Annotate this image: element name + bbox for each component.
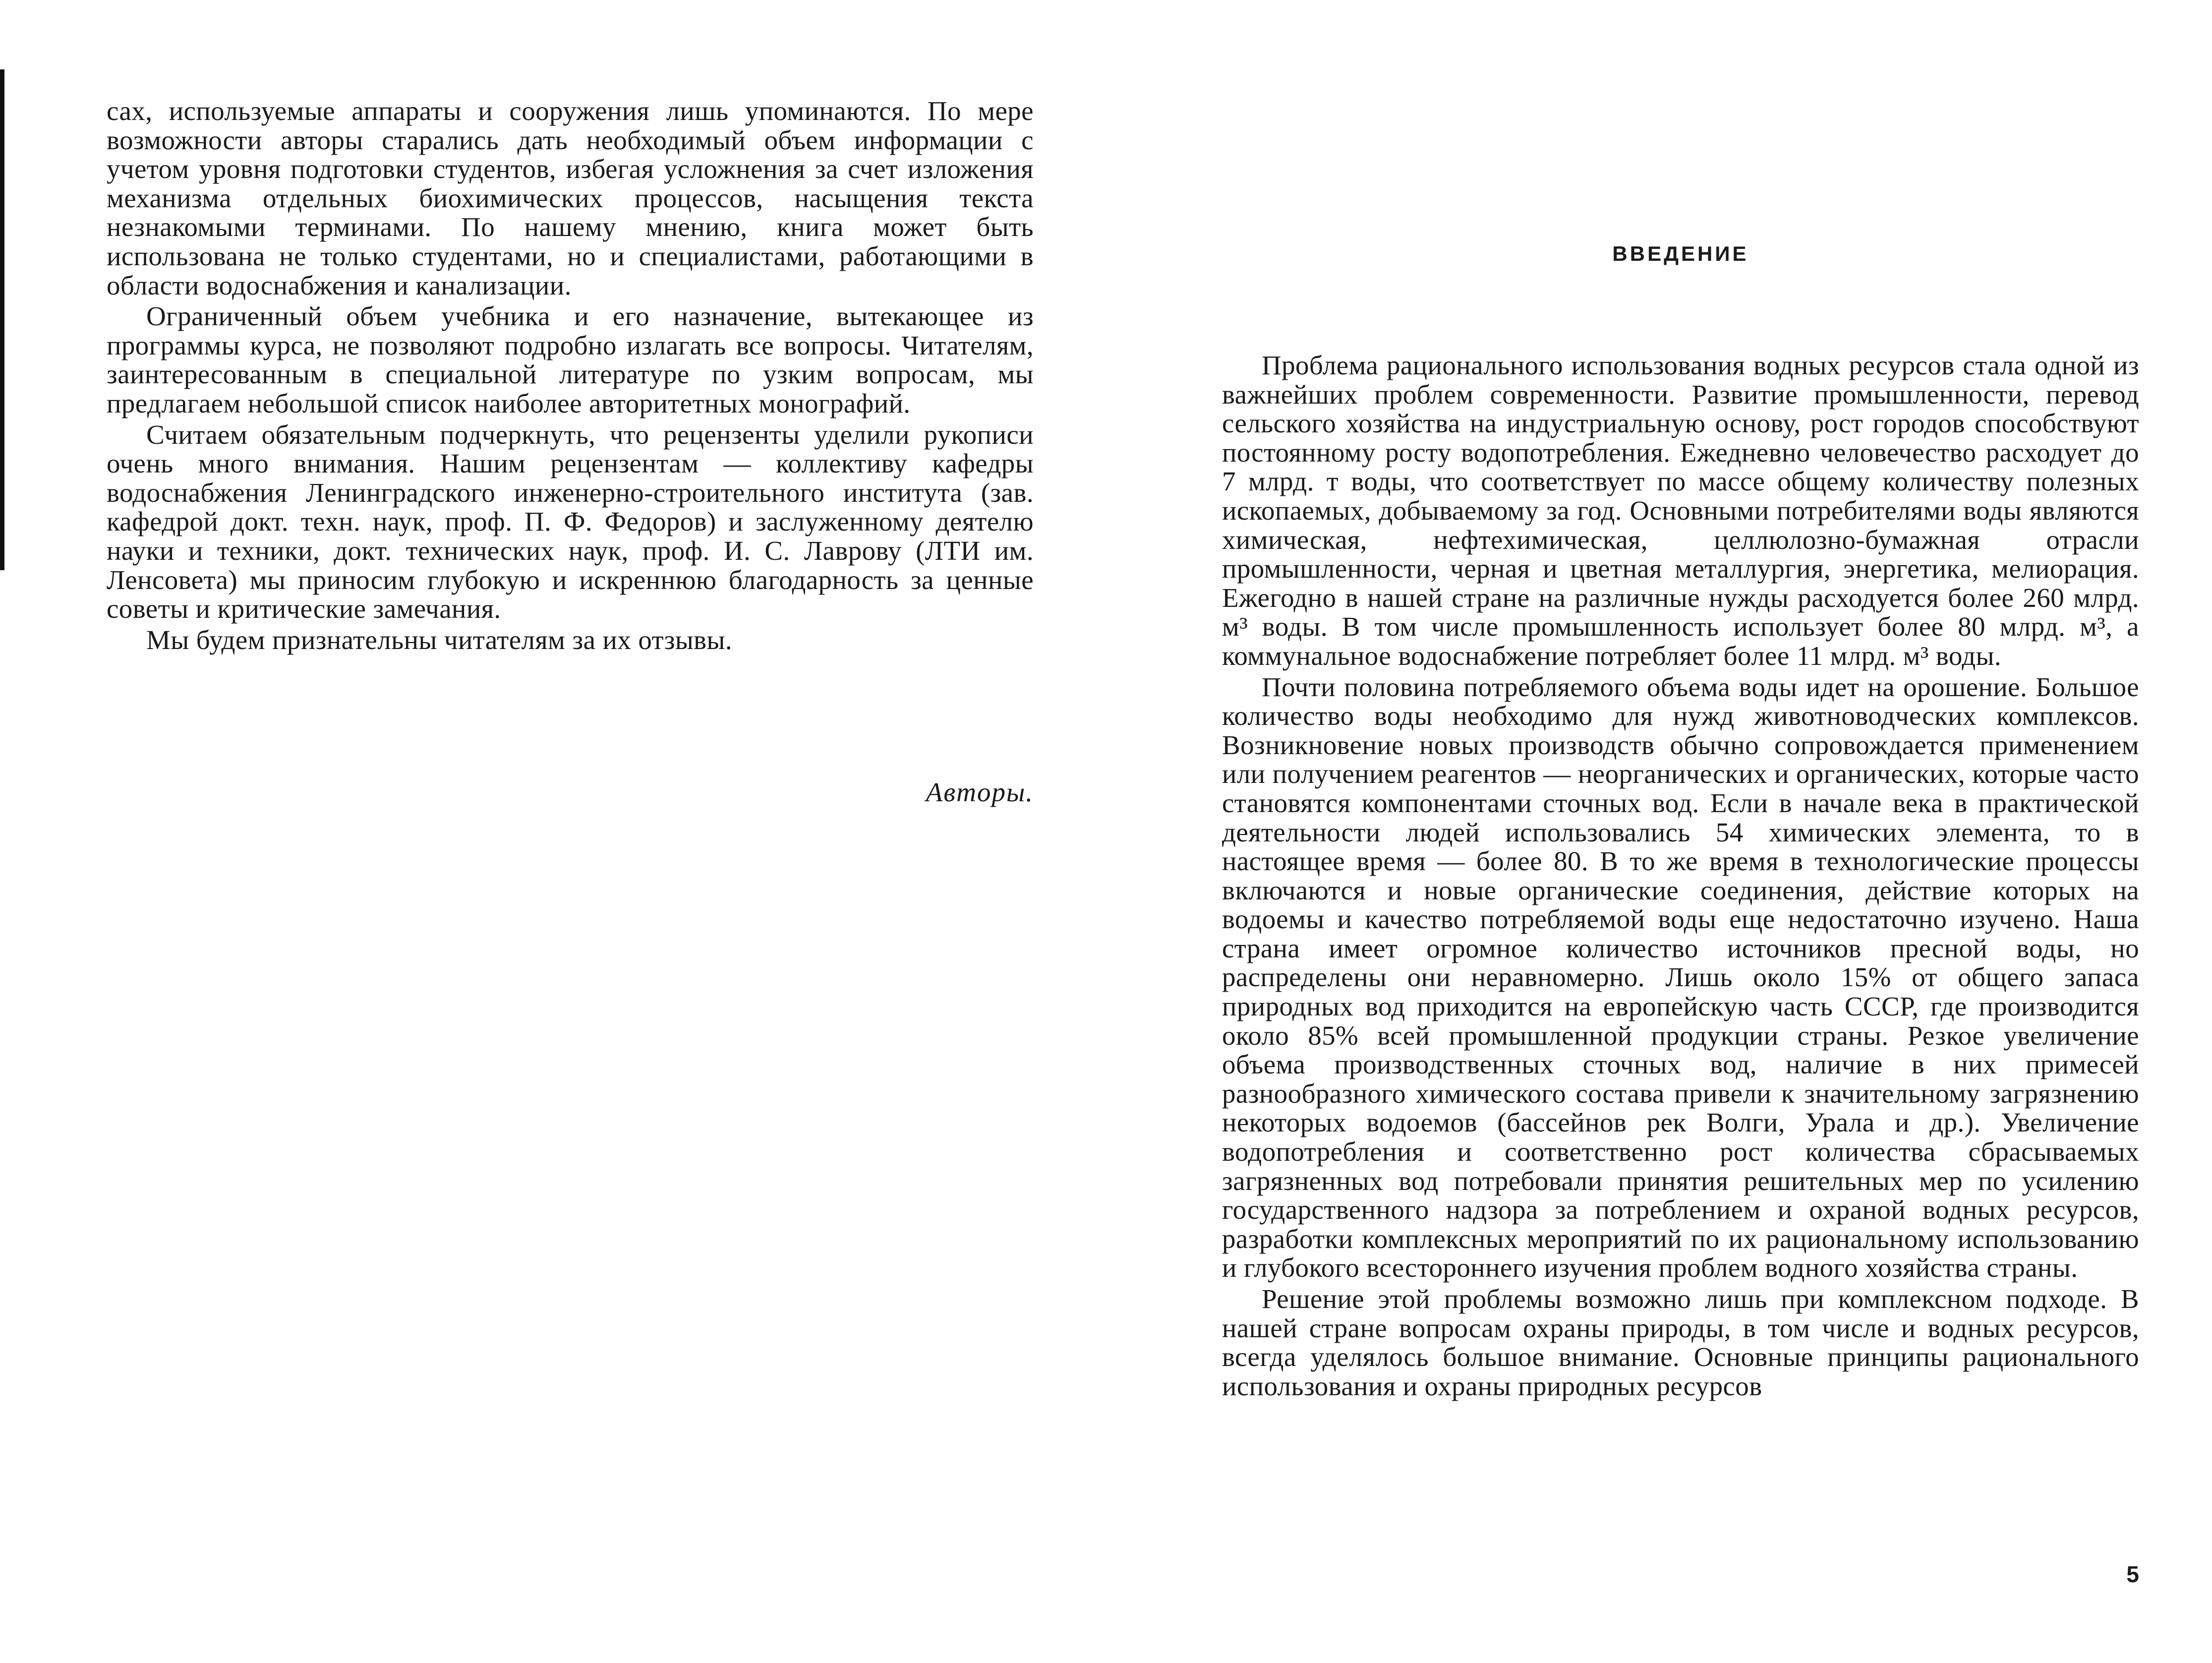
left-paragraph-4: Мы будем признательны читателям за их отзывы. (146, 624, 733, 655)
left-paragraph-2: Ограниченный объем учебника и его назначение, вытекающее из программы курса, не позволяют подробно излагать все вопросы. Читателям, заинтересованным в специальной литературе по узким вопросам, мы предлагаем небольшой список наиболее авторитетных монографий. (107, 301, 1034, 418)
section-heading: ВВЕДЕНИЕ (1612, 242, 1749, 265)
page-number: 5 (2126, 1561, 2139, 1587)
right-page-text (1222, 351, 2139, 1403)
right-paragraph-1: Проблема рационального использования водных ресурсов стала одной из важнейших проблем современности. Развитие промышленности, перевод сельского хозяйства на индустриальную основу, рост городов способствуют постоянному росту водопотребления. Ежедневно человечество расходует до 7 млрд. т воды, что соответствует по массе общему количеству полезных ископаемых, добываемому за год. Основными потребителями воды являются химическая, нефтехимическая, целлюлозно-бумажная отрасли промышленности, черная и цветная металлургия, энергетика, мелиорация. Ежегодно в нашей стране на различные нужды расходуется более 260 млрд. м³ воды. В том числе промышленность использует более 80 млрд. м³, а коммунальное водоснабжение потребляет более 11 млрд. м³ воды. (1222, 350, 2139, 671)
right-paragraph-2: Почти половина потребляемого объема воды идет на орошение. Большое количество воды необходимо для нужд животноводческих комплексов. Возникновение новых производств обычно сопровождается применением или получением реагентов — неорганических и органических, которые часто становятся компонентами сточных вод. Если в начале века в практической деятельности людей использовались 54 химических элемента, то в настоящее время — более 80. В то же время в технологические процессы включаются и новые органические соединения, действие которых на водоемы и качество потребляемой воды еще недостаточно изучено. Наша страна имеет огромное количество источников пресной воды, но распределены они неравномерно. Лишь около 15% от общего запаса природных вод приходится на европейскую часть СССР, где производится около 85% всей промышленной продукции страны. Резкое увеличение объема производственных сточных вод, наличие в них примесей разнообразного химического состава привели к значительному загрязнению некоторых водоемов (бассейнов рек Волги, Урала и др.). Увеличение водопотребления и соответственно рост количества сбрасываемых загрязненных вод потребовали принятия решительных мер по усилению государственного надзора за потреблением и охраной водных ресурсов, разработки комплексных мероприятий по их рациональному использованию и глубокого всестороннего изучения проблем водного хозяйства страны. (1222, 671, 2139, 1283)
right-paragraph-3: Решение этой проблемы возможно лишь при комплексном подходе. В нашей стране вопросам охраны природы, в том числе и водных ресурсов, всегда уделялось большое внимание. Основные принципы рационального использования и охраны природных ресурсов (1222, 1284, 2139, 1401)
left-paragraph-3: Считаем обязательным подчеркнуть, что рецензенты уделили рукописи очень много внимания. Нашим рецензентам — коллективу кафедры водоснабжения Ленинградского инженерно-строительного института (зав. кафедрой докт. техн. наук, проф. П. Ф. Федоров) и заслуженному деятелю науки и техники, докт. технических наук, проф. И. С. Лаврову (ЛТИ им. Ленсовета) мы приносим глубокую и искреннюю благодарность за ценные советы и критические замечания. (107, 419, 1034, 624)
left-page-text (107, 97, 1034, 656)
scan-edge-mark (0, 69, 4, 570)
authors-signature: Авторы. (926, 777, 1034, 807)
left-paragraph-1: сах, используемые аппараты и сооружения лишь упоминаются. По мере возможности авторы старались дать необходимый объем информации с учетом уровня подготовки студентов, избегая усложнения за счет изложения механизма отдельных биохимических процессов, насыщения текста незнакомыми терминами. По нашему мнению, книга может быть использована не только студентами, но и специалистами, работающими в области водоснабжения и канализации. (107, 96, 1034, 300)
